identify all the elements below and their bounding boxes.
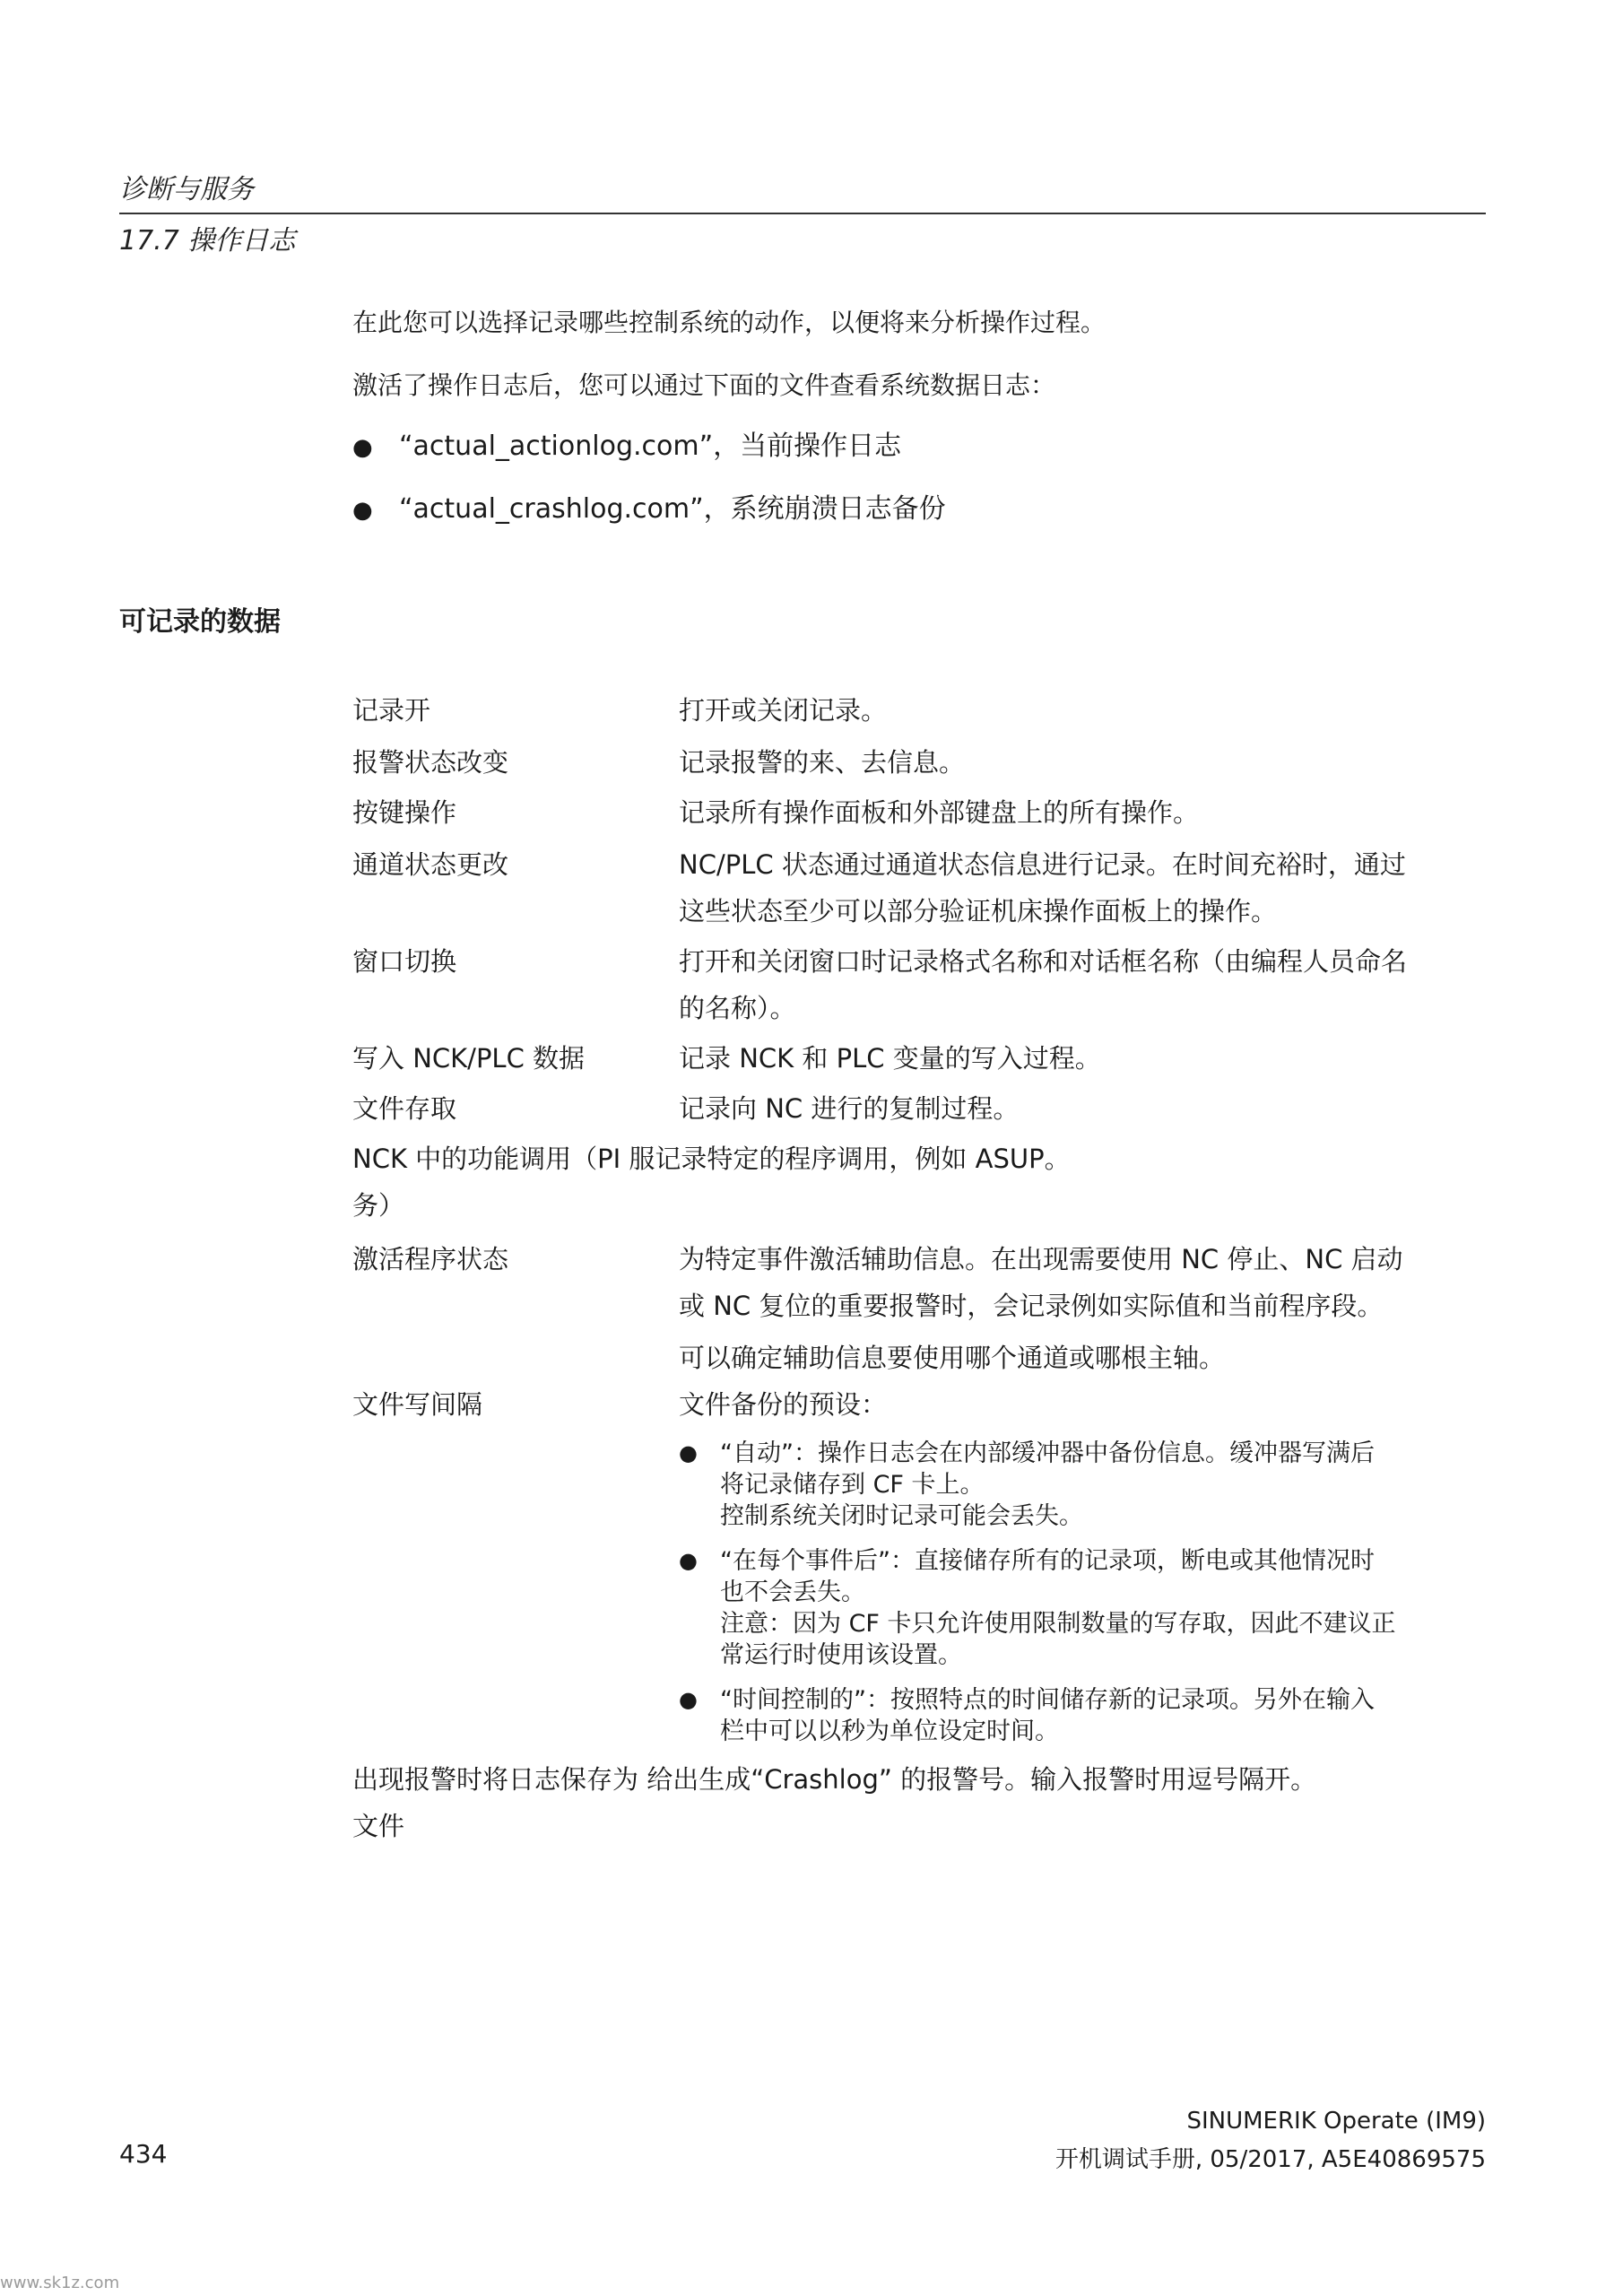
- row-desc-line: 打开和关闭窗口时记录格式名称和对话框名称（由编程人员命名: [679, 946, 1408, 977]
- row-desc: 文件备份的预设：: [679, 1389, 888, 1420]
- page-number: 434: [119, 2139, 168, 2169]
- bullet-icon: ●: [352, 497, 373, 524]
- sub-bullet-line: 控制系统关闭时记录可能会丢失。: [720, 1502, 1083, 1530]
- row-term: 激活程序状态: [352, 1244, 509, 1274]
- sub-bullet-line: 常运行时使用该设置。: [720, 1641, 962, 1669]
- section-heading: 可记录的数据: [119, 606, 281, 638]
- row-desc: 打开或关闭记录。: [679, 695, 888, 726]
- header-rule: [119, 213, 1486, 214]
- row-line: NCK 中的功能调用（PI 服记录特定的程序调用，例如 ASUP。: [352, 1144, 1071, 1174]
- bullet-icon: ●: [352, 434, 373, 461]
- sub-bullet-line: 注意：因为 CF 卡只允许使用限制数量的写存取，因此不建议正: [720, 1610, 1396, 1638]
- row-term: 窗口切换: [352, 946, 457, 977]
- sub-bullet-line: “时间控制的”：按照特点的时间储存新的记录项。另外在输入: [720, 1686, 1375, 1714]
- sub-bullet-line: 将记录储存到 CF 卡上。: [720, 1471, 985, 1499]
- intro-paragraph-1: 在此您可以选择记录哪些控制系统的动作，以便将来分析操作过程。: [352, 308, 1107, 337]
- merged-row-text: [352, 1756, 1487, 1849]
- row-desc-line: 为特定事件激活辅助信息。在出现需要使用 NC 停止、NC 启动: [679, 1244, 1403, 1274]
- bullet-icon: ●: [679, 1687, 698, 1712]
- row-term: 报警状态改变: [352, 747, 509, 778]
- file-list-text: “actual_actionlog.com”，当前操作日志: [399, 430, 902, 462]
- row-desc: 记录向 NC 进行的复制过程。: [679, 1093, 1020, 1124]
- sub-bullet-text: [720, 1684, 1484, 1747]
- row-term: 按键操作: [352, 797, 457, 828]
- row-desc-line: NC/PLC 状态通过通道状态信息进行记录。在时间充裕时，通过: [679, 849, 1406, 880]
- row-desc: 记录报警的来、去信息。: [679, 747, 966, 778]
- file-list-text: “actual_crashlog.com”，系统崩溃日志备份: [399, 493, 946, 525]
- row-term: 通道状态更改: [352, 849, 509, 880]
- row-desc: [679, 841, 1486, 935]
- row-desc: 记录所有操作面板和外部键盘上的所有操作。: [679, 797, 1200, 828]
- sub-bullet-line: 也不会丢失。: [720, 1578, 865, 1606]
- bullet-icon: ●: [679, 1440, 698, 1465]
- sub-bullet-line: “自动”：操作日志会在内部缓冲器中备份信息。缓冲器写满后: [720, 1439, 1375, 1467]
- row-desc: 记录 NCK 和 PLC 变量的写入过程。: [679, 1043, 1101, 1074]
- sub-bullet-text: [720, 1545, 1484, 1671]
- merged-row-text: [352, 1135, 1487, 1229]
- file-list-item: [352, 491, 946, 528]
- row-line: 文件: [352, 1811, 405, 1841]
- watermark: www.sk1z.com: [0, 2274, 120, 2292]
- file-list-item: [352, 429, 901, 465]
- row-line: 务）: [352, 1190, 405, 1221]
- sub-bullet-line: “在每个事件后”：直接储存所有的记录项，断电或其他情况时: [720, 1547, 1375, 1575]
- sub-bullet-line: 栏中可以以秒为单位设定时间。: [720, 1718, 1059, 1745]
- section-title: 17.7 操作日志: [119, 225, 296, 257]
- footer-manual: 开机调试手册, 05/2017, A5E40869575: [1055, 2146, 1486, 2173]
- row-desc-line: 这些状态至少可以部分验证机床操作面板上的操作。: [679, 896, 1278, 926]
- row-desc: [679, 938, 1486, 1031]
- row-term: 文件存取: [352, 1093, 457, 1124]
- row-desc-line: 的名称）。: [679, 993, 796, 1023]
- row-desc-line: 可以确定辅助信息要使用哪个通道或哪根主轴。: [679, 1343, 1226, 1373]
- row-desc: [679, 1236, 1486, 1381]
- sub-bullet-text: [720, 1438, 1484, 1532]
- row-term: 记录开: [352, 695, 431, 726]
- row-line: 出现报警时将日志保存为 给出生成“Crashlog” 的报警号。输入报警时用逗号隔开。: [352, 1764, 1317, 1795]
- bullet-icon: ●: [679, 1548, 698, 1573]
- chapter-title: 诊断与服务: [119, 174, 254, 205]
- row-term: 写入 NCK/PLC 数据: [352, 1043, 586, 1074]
- row-desc-line: 或 NC 复位的重要报警时，会记录例如实际值和当前程序段。: [679, 1291, 1384, 1321]
- intro-paragraph-2: 激活了操作日志后，您可以通过下面的文件查看系统数据日志：: [352, 370, 1056, 400]
- row-term: 文件写间隔: [352, 1389, 483, 1420]
- footer-product: SINUMERIK Operate (IM9): [1186, 2108, 1486, 2135]
